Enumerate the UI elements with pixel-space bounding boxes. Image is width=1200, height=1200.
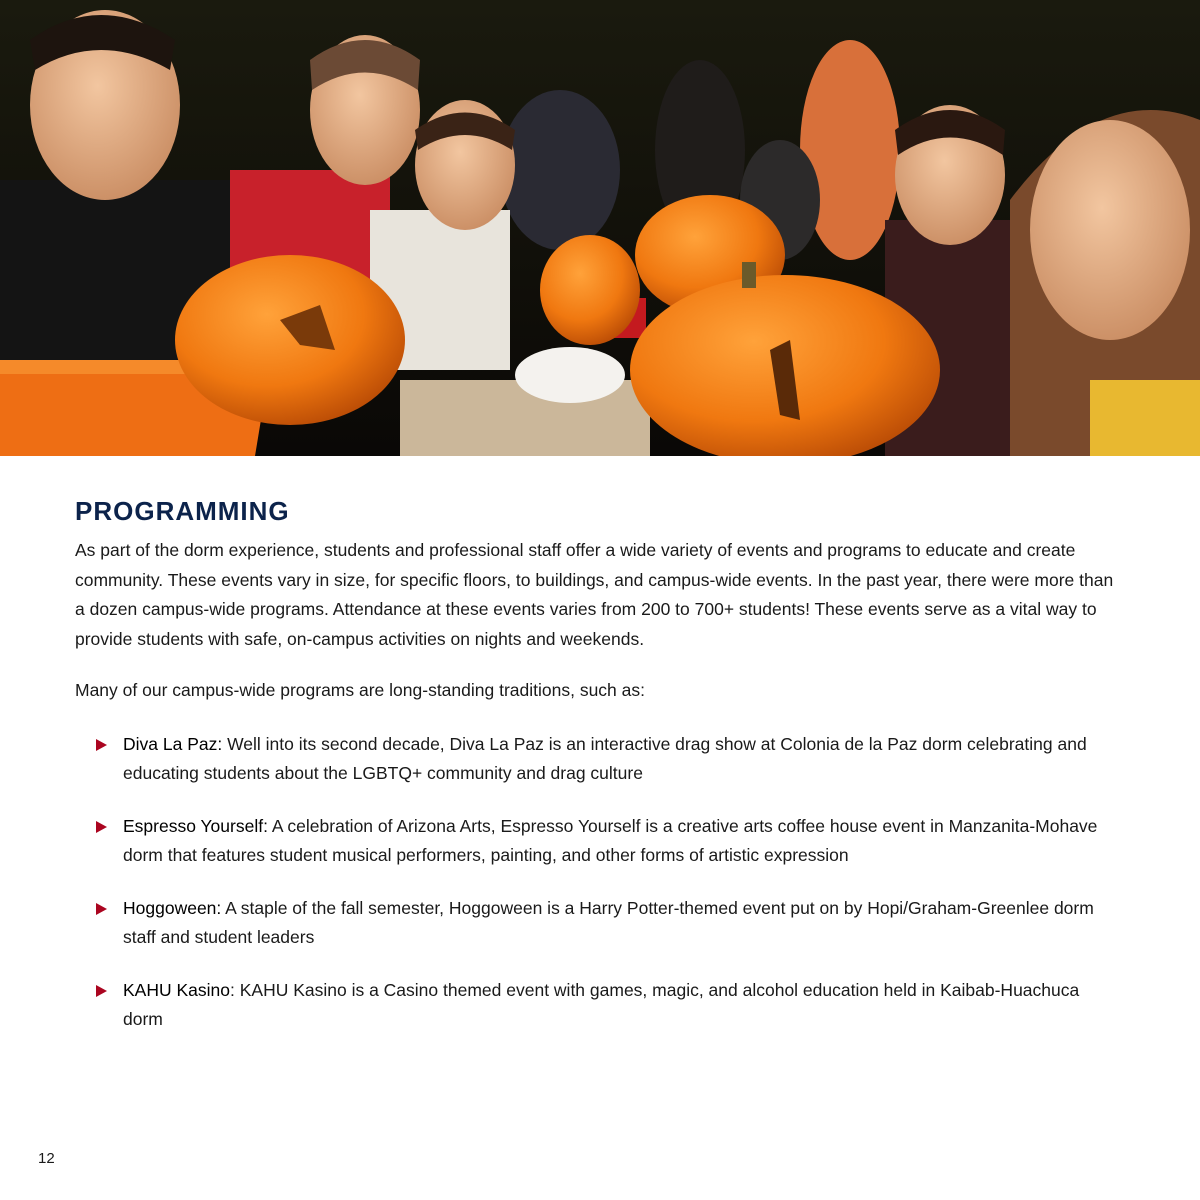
header-photo <box>0 0 1200 456</box>
section-paragraph: As part of the dorm experience, students and professional staff offer a wide variety of events and programs to educate and create community. These events vary in size, for specific floors, to buildings, and campus-wide events. In the past year, there were more than a dozen campus-wide programs. Attendance at these events varies from 200 to 700+ students! These events serve as a vital way to provide students with safe, on-campus activities on nights and weekends. <box>75 540 1114 649</box>
section-heading: PROGRAMMING <box>75 496 290 526</box>
page-number: 12 <box>38 1150 55 1167</box>
triangle-bullet-icon <box>96 985 107 997</box>
programs-intro: Many of our campus-wide programs are long-standing traditions, such as: <box>75 680 645 700</box>
program-name: KAHU Kasino <box>123 979 230 1000</box>
photo-pumpkin-carving-icon <box>0 0 1200 456</box>
list-item <box>123 730 1120 789</box>
programs-list <box>75 730 1120 1035</box>
triangle-bullet-icon <box>96 821 107 833</box>
triangle-bullet-icon <box>96 739 107 751</box>
list-item <box>123 976 1120 1035</box>
program-description: A celebration of Arizona Arts, Espresso Yourself is a creative arts coffee house event in Manzanita-Mohave dorm that features student musical performers, painting, and other forms of artistic expression <box>123 815 1098 865</box>
program-name: Diva La Paz: <box>123 733 223 754</box>
list-item <box>123 894 1120 953</box>
programming-section <box>75 494 1120 1058</box>
list-item <box>123 812 1120 871</box>
program-description: Well into its second decade, Diva La Paz is an interactive drag show at Colonia de la Paz dorm celebrating and educating students about the LGBTQ+ community and drag culture <box>123 733 1087 783</box>
triangle-bullet-icon <box>96 903 107 915</box>
program-description: A staple of the fall semester, Hoggoween is a Harry Potter-themed event put on by Hopi/Graham-Greenlee dorm staff and student leaders <box>123 897 1094 947</box>
program-description: : KAHU Kasino is a Casino themed event with games, magic, and alcohol education held in Kaibab-Huachuca dorm <box>123 979 1080 1029</box>
program-name: Espresso Yourself: <box>123 815 268 836</box>
program-name: Hoggoween: <box>123 897 222 918</box>
